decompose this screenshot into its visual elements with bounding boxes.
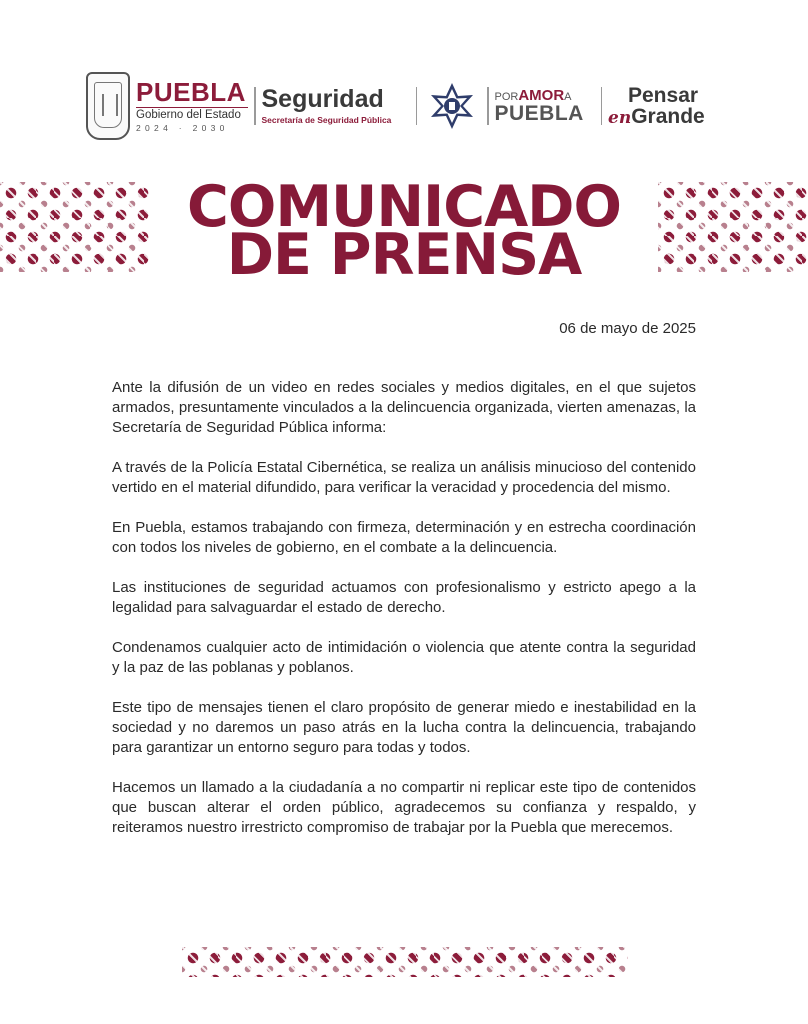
page-title-line-2: DE PRENSA (226, 222, 582, 288)
pensar-accent: en (608, 108, 632, 128)
puebla-logo-years: 2024 · 2030 (136, 122, 229, 133)
amor-suffix: A (564, 91, 572, 103)
decorative-pattern-left (0, 182, 150, 272)
logo-bar (86, 70, 736, 142)
paragraph: Hacemos un llamado a la ciudadanía a no compartir ni replicar este tipo de contenidos que buscan alterar el orden público, agradecemos su confianza y respaldo, y reiteramos nuestro irrestricto compromiso de trabajar por la Puebla que merecemos. (112, 779, 696, 836)
paragraph: En Puebla, estamos trabajando con firmeza, determinación y en estrecha coordinación con todos los niveles de gobierno, en el combate a la delincuencia. (112, 519, 696, 556)
seguridad-logo-subtitle: Secretaría de Seguridad Pública (261, 115, 392, 125)
pensar-en-grande-logo (608, 85, 720, 127)
paragraph: Ante la difusión de un video en redes sociales y medios digitales, en el que sujetos armados, presuntamente vinculados a la delincuencia organizada, vierten amenazas, la Secretaría de Seguridad Pública informa: (112, 379, 696, 436)
amor-accent: AMOR (518, 87, 565, 104)
logo-divider (416, 87, 418, 125)
puebla-logo-subtitle: Gobierno del Estado (136, 107, 248, 122)
pensar-top: Pensar (628, 84, 699, 107)
seguridad-logo-name: Seguridad (261, 85, 384, 113)
por-amor-a-puebla-logo (495, 88, 595, 124)
pensar-bottom: Grande (631, 105, 705, 128)
release-date: 06 de mayo de 2025 (559, 320, 696, 337)
decorative-pattern-right (658, 182, 808, 272)
paragraph: Las instituciones de seguridad actuamos con profesionalismo y estricto apego a la legalidad para salvaguardar el estado de derecho. (112, 579, 696, 616)
amor-prefix: POR (494, 91, 519, 103)
logo-divider (487, 87, 489, 125)
page-title-line-1: COMUNICADO (187, 174, 621, 240)
seguridad-logo (262, 86, 410, 126)
paragraph: Este tipo de mensajes tienen el claro propósito de generar miedo e inestabilidad en la sociedad y no daremos un paso atrás en la lucha contra la delincuencia, trabajando para garantizar un entorno seguro para todas y todos. (112, 699, 696, 756)
amor-bottom: PUEBLA (494, 102, 584, 125)
puebla-logo (136, 76, 248, 134)
logo-divider (601, 87, 603, 125)
puebla-logo-name: PUEBLA (136, 76, 246, 107)
paragraph: Condenamos cualquier acto de intimidación o violencia que atente contra la seguridad y la paz de las poblanas y poblanos. (112, 639, 696, 676)
release-body (112, 378, 696, 858)
decorative-pattern-bottom (182, 947, 628, 977)
logo-divider (254, 87, 256, 125)
police-star-icon (427, 81, 477, 131)
paragraph: A través de la Policía Estatal Cibernética, se realiza un análisis minucioso del contenido vertido en el material difundido, para verificar la veracidad y procedencia del mismo. (112, 459, 696, 496)
state-seal-icon (86, 72, 130, 140)
